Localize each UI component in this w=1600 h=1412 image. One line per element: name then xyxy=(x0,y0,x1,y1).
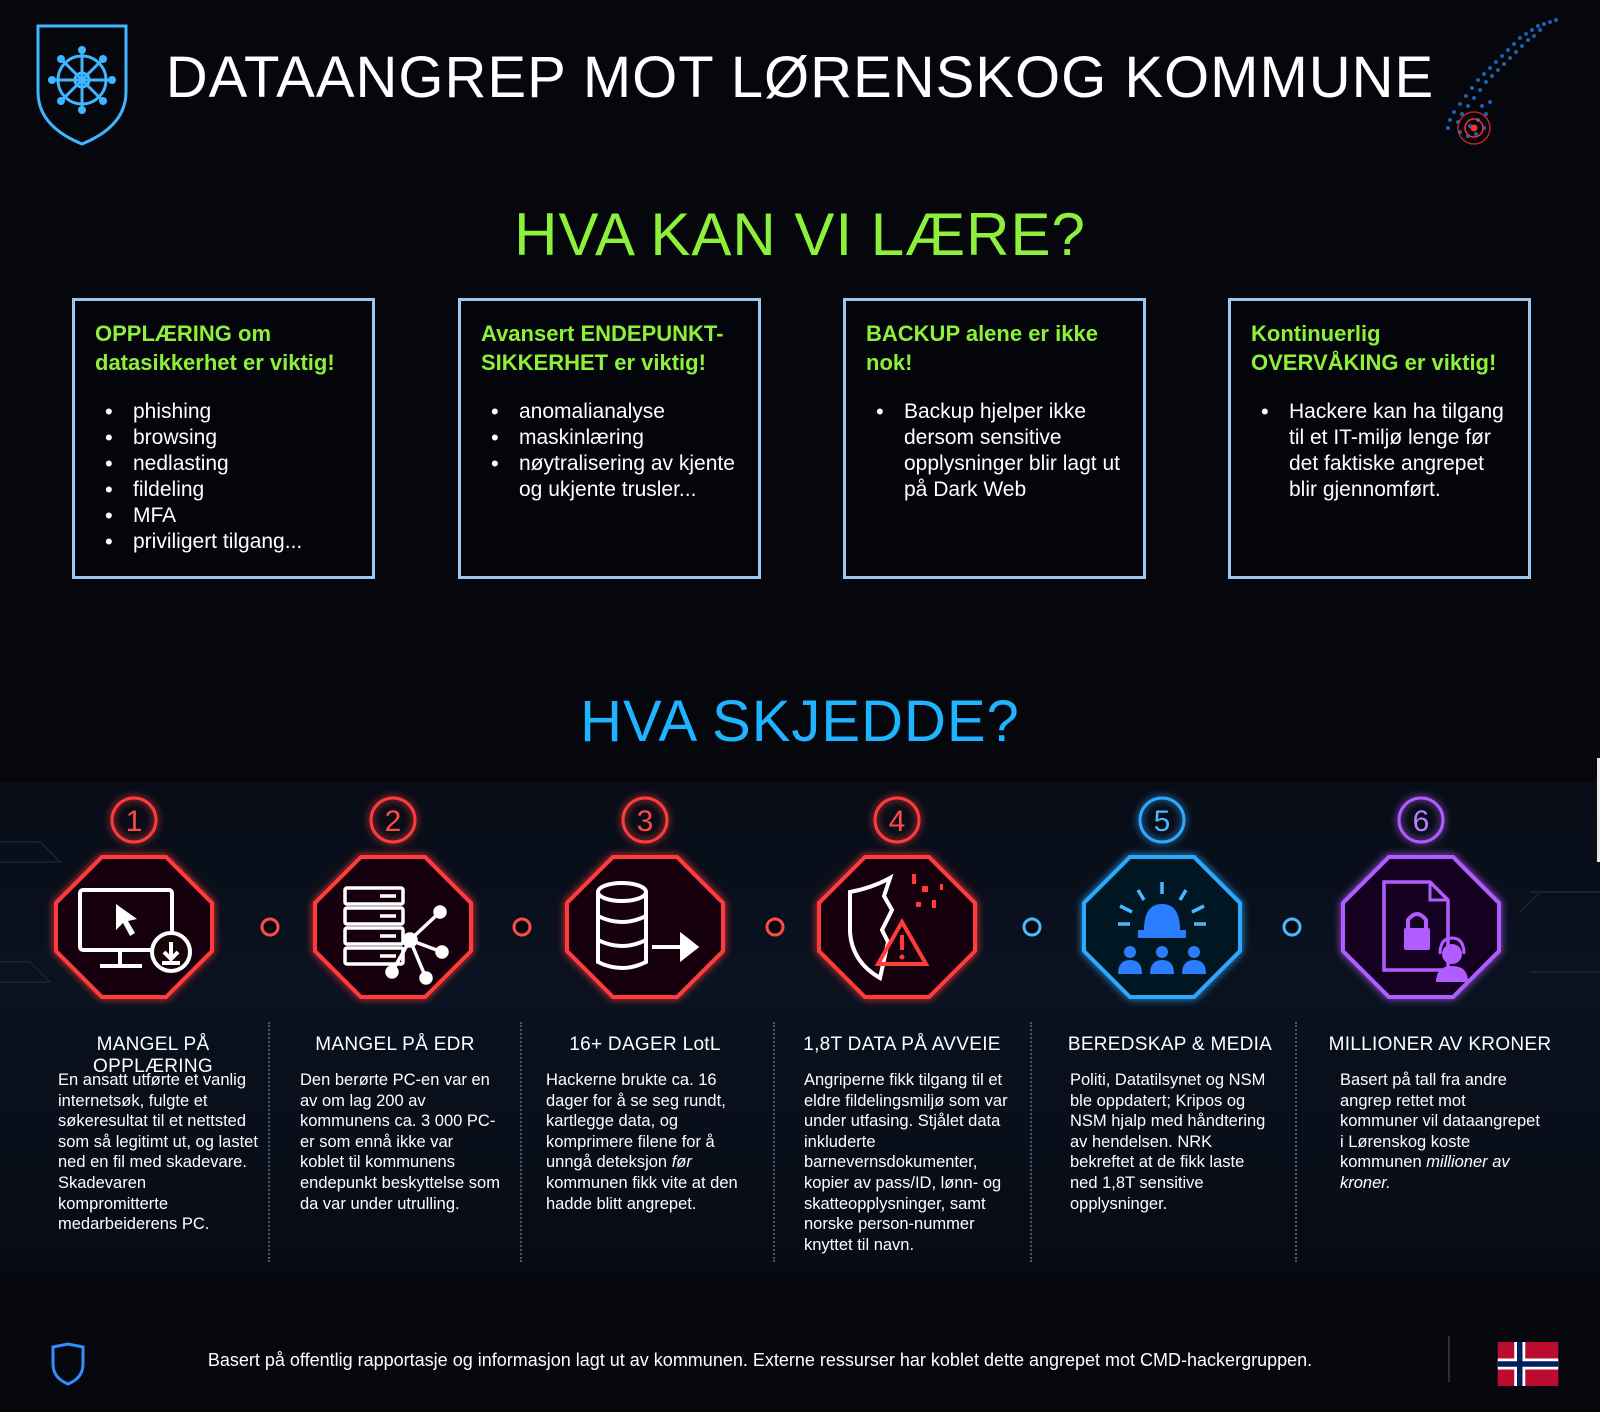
step-description xyxy=(1340,1070,1540,1194)
step-description-emphasis: før xyxy=(671,1153,692,1172)
list-item: • nøytralisering av kjente og ukjente trusler... xyxy=(481,451,738,503)
lesson-card-backup xyxy=(843,298,1146,579)
list-item: • anomalianalyse xyxy=(481,399,738,425)
timeline-section-title: HVA SKJEDDE? xyxy=(580,689,1020,754)
footer-note: Basert på offentlig rapportasje og informasjon lagt ut av kommunen. Externe ressurser har koblet dette angrepet mot CMD-hackergruppen. xyxy=(207,1350,1313,1370)
step-3 xyxy=(567,798,723,997)
lesson-card-list xyxy=(1251,399,1508,503)
step-description-text: Basert på tall fra andre angrep rettet mot kommuner vil dataangrepet i Lørenskog koste kommunen xyxy=(1340,1071,1540,1172)
lesson-card-list xyxy=(481,399,738,503)
list-item: • priviligert tilgang... xyxy=(95,529,352,555)
shield-icon xyxy=(50,1342,86,1386)
list-item: • maskinlæring xyxy=(481,425,738,451)
step-number: 6 xyxy=(1412,805,1430,838)
footer xyxy=(0,1326,1600,1412)
step-description-emphasis: millioner av kroner. xyxy=(1340,1153,1510,1192)
step-description-text: Hackerne brukte ca. 16 dager for å se seg rundt, kartlegge data, og komprimere filene for å unngå deteksjon xyxy=(546,1071,726,1172)
lesson-card-list xyxy=(866,399,1123,503)
timeline-graphic xyxy=(0,782,1600,1022)
step-title: BEREDSKAP & MEDIA xyxy=(1067,1034,1273,1055)
list-item: • browsing xyxy=(95,425,352,451)
step-divider xyxy=(268,1022,270,1262)
step-1 xyxy=(56,798,212,997)
step-divider xyxy=(1030,1022,1032,1262)
lesson-card-training xyxy=(72,298,375,579)
step-divider xyxy=(520,1022,522,1262)
list-item: • Backup hjelper ikke dersom sensitive opplysninger blir lagt ut på Dark Web xyxy=(866,399,1123,503)
footer-divider xyxy=(1448,1336,1450,1382)
step-divider xyxy=(1295,1022,1297,1262)
lesson-card-monitoring xyxy=(1228,298,1531,579)
step-title: MANGEL PÅ OPPLÆRING xyxy=(93,1034,213,1077)
norway-map-icon xyxy=(1430,10,1570,160)
step-number: 4 xyxy=(888,805,906,838)
step-number: 1 xyxy=(125,805,143,838)
learn-section-title: HVA KAN VI LÆRE? xyxy=(514,201,1086,268)
header xyxy=(0,0,1600,170)
lesson-card-title: Kontinuerlig OVERVÅKING er viktig! xyxy=(1251,321,1497,375)
norway-flag-icon xyxy=(1497,1342,1559,1386)
step-title: MILLIONER AV KRONER xyxy=(1328,1034,1552,1055)
list-item: • fildeling xyxy=(95,477,352,503)
step-4 xyxy=(819,798,975,997)
lesson-card-title: OPPLÆRING om datasikkerhet er viktig! xyxy=(95,321,335,375)
step-number: 3 xyxy=(636,805,654,838)
step-title: 1,8T DATA PÅ AVVEIE xyxy=(803,1034,1001,1055)
step-number: 5 xyxy=(1153,805,1171,838)
step-2 xyxy=(315,798,471,997)
step-description: En ansatt utførte et vanlig internetsøk, fulgte et søkeresultat til et nettsted som så legitimt ut, og lastet ned en fil med skadevare. Skadevaren kompromitterte medarbeiderens PC. xyxy=(58,1071,258,1234)
step-number: 2 xyxy=(384,805,402,838)
step-description xyxy=(546,1070,758,1214)
step-title: MANGEL PÅ EDR xyxy=(315,1034,475,1055)
lesson-card-title: Avansert ENDEPUNKT-SIKKERHET er viktig! xyxy=(481,321,724,375)
step-5 xyxy=(1084,798,1240,997)
step-description: Angriperne fikk tilgang til et eldre fildelingsmiljø som var under utfasing. Stjålet data inkluderte barnevernsdokumenter, kopier av pass/ID, lønn- og skatteopplysninger, samt norske person-nummer knyttet til navn. xyxy=(804,1071,1008,1254)
step-6 xyxy=(1343,798,1499,997)
step-description: Den berørte PC-en var en av om lag 200 av kommunens ca. 3 000 PC-er som ennå ikke var koblet til kommunens endepunkt beskyttelse som da var under utrulling. xyxy=(300,1071,500,1213)
step-description: Politi, Datatilsynet og NSM ble oppdatert; Kripos og NSM hjalp med håndtering av hendelsen. NRK bekreftet at de fikk laste ned 1,8T sensitive opplysninger. xyxy=(1070,1071,1266,1213)
list-item: • nedlasting xyxy=(95,451,352,477)
list-item: • phishing xyxy=(95,399,352,425)
step-title: 16+ DAGER LotL xyxy=(569,1034,721,1055)
list-item: • Hackere kan ha tilgang til et IT-miljø lenge før det faktiske angrepet blir gjennomført. xyxy=(1251,399,1508,503)
page-title: DATAANGREP MOT LØRENSKOG KOMMUNE xyxy=(165,45,1435,110)
lesson-card-title: BACKUP alene er ikke nok! xyxy=(866,321,1098,375)
step-divider xyxy=(773,1022,775,1262)
lesson-card-endpoint xyxy=(458,298,761,579)
lesson-card-list xyxy=(95,399,352,555)
list-item: • MFA xyxy=(95,503,352,529)
step-description-text: kommunen fikk vite at den hadde blitt angrepet. xyxy=(546,1173,738,1213)
